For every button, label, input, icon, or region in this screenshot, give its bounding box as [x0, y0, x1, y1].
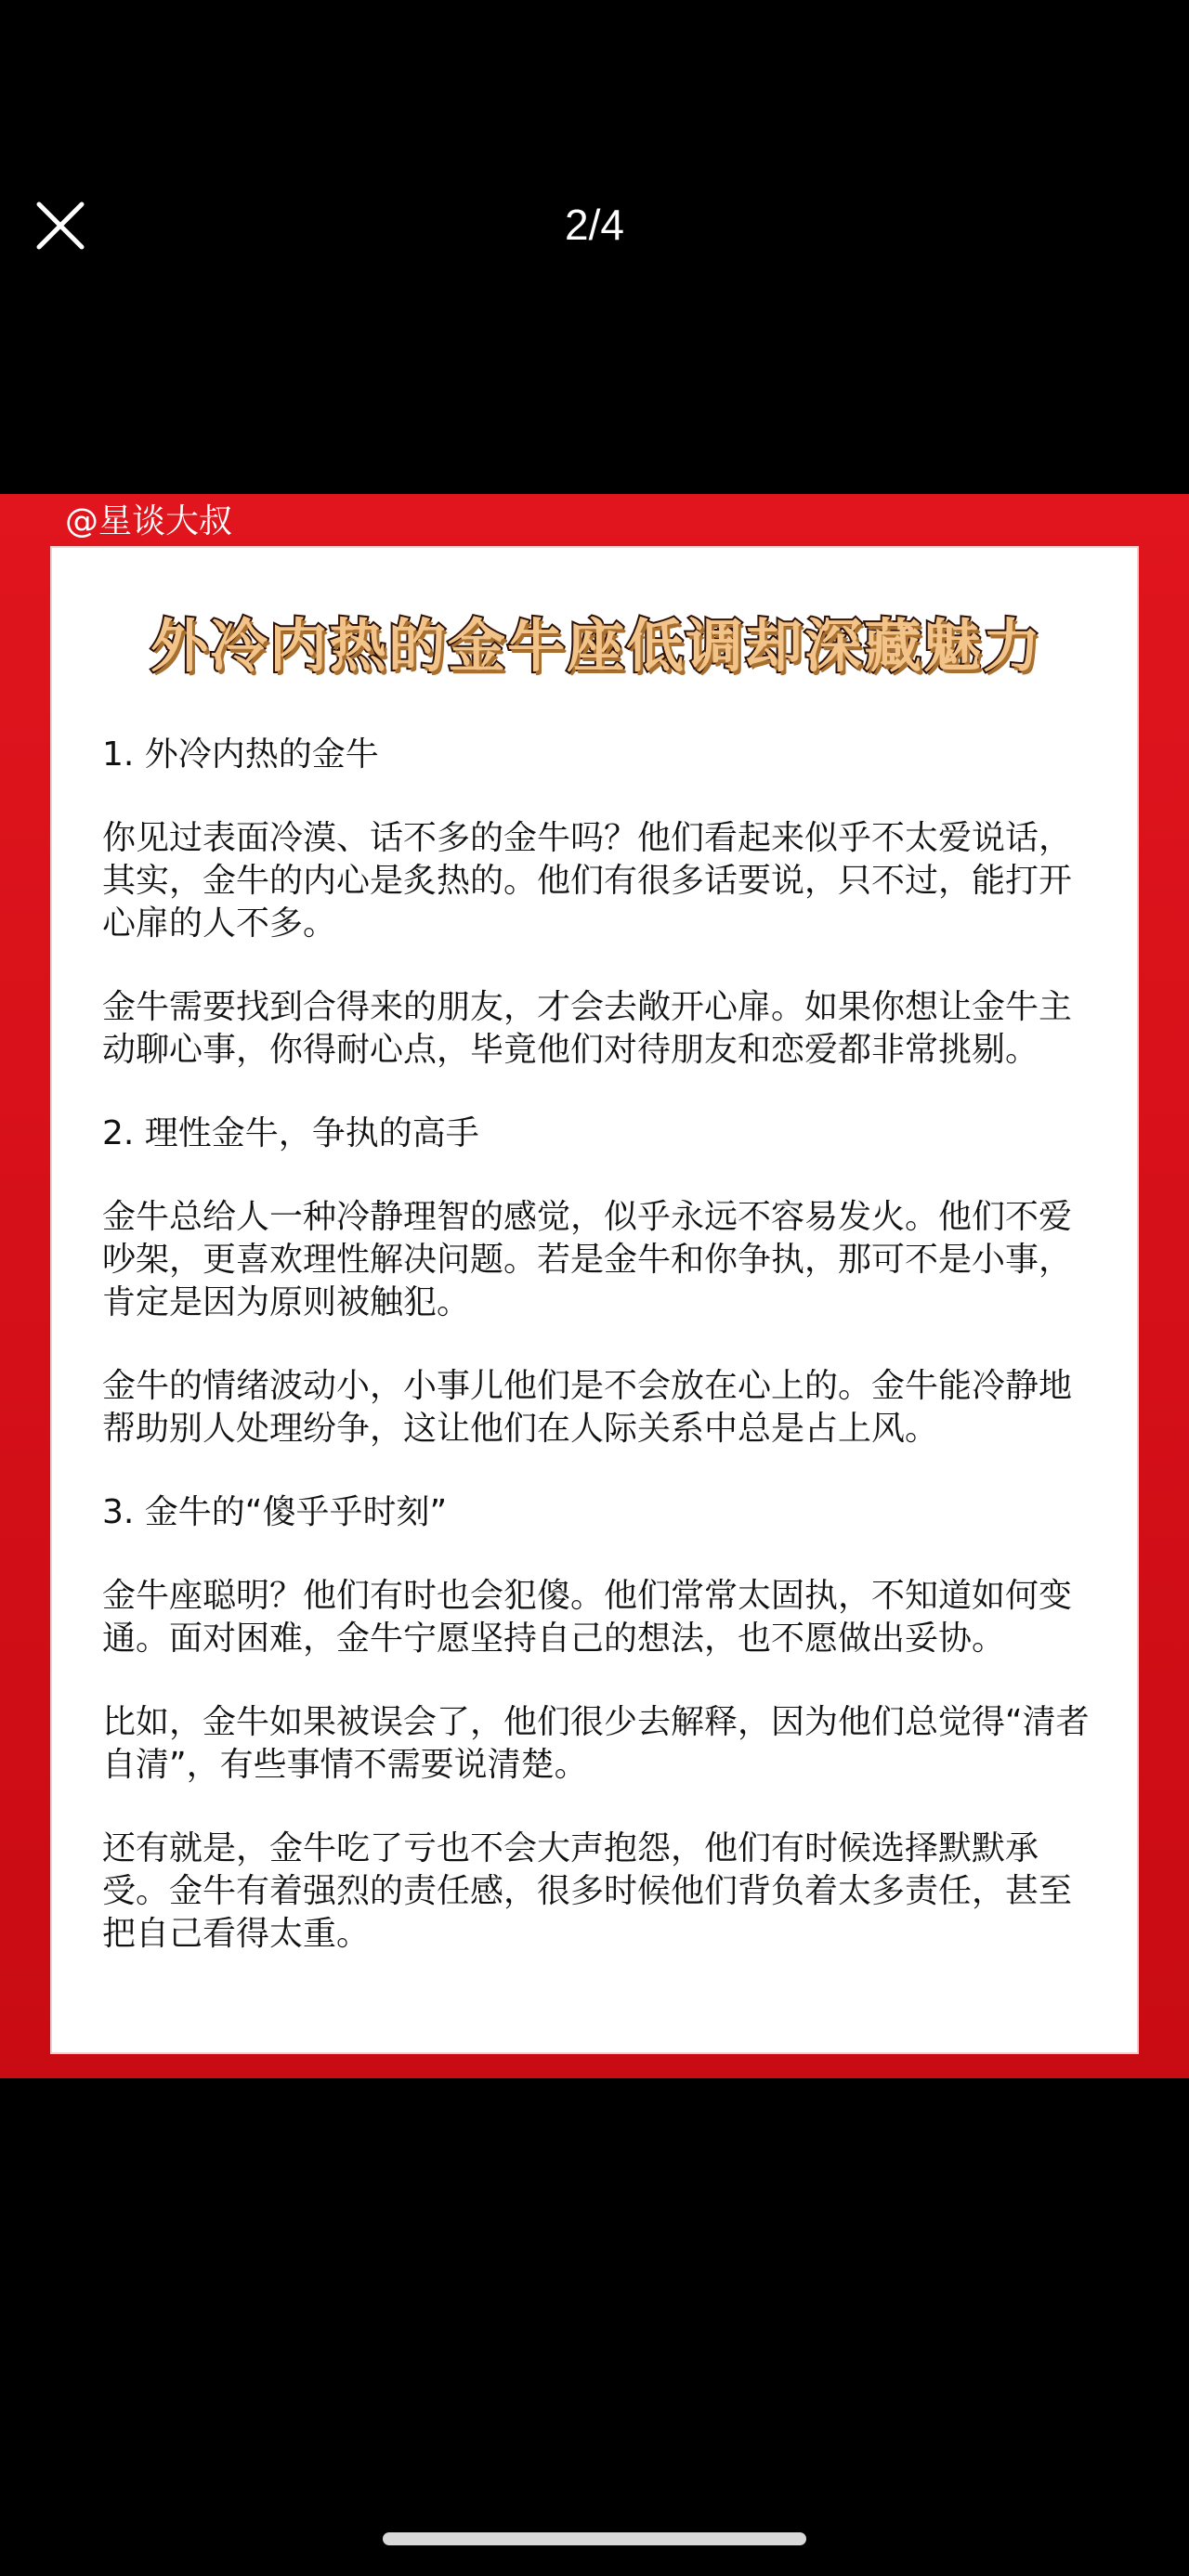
section-paragraph: 金牛的情绪波动小，小事儿他们是不会放在心上的。金牛能冷静地帮助别人处理纷争，这让他们在人际关系中总是占上风。	[102, 1367, 1073, 1448]
poster-title	[52, 609, 1141, 683]
section-paragraph: 你见过表面冷漠、话不多的金牛吗？他们看起来似乎不太爱说话，其实，金牛的内心是炙热的。他们有很多话要说，只不过，能打开心扉的人不多。	[102, 819, 1073, 943]
poster-image	[0, 494, 1189, 2078]
section-paragraph: 金牛总给人一种冷静理智的感觉，似乎永远不容易发火。他们不爱吵架，更喜欢理性解决问题。若是金牛和你争执，那可不是小事，肯定是因为原则被触犯。	[102, 1198, 1073, 1321]
section-paragraph: 比如，金牛如果被误会了，他们很少去解释，因为他们总觉得“清者自清”，有些事情不需要说清楚。	[102, 1703, 1090, 1784]
author-watermark: @星谈大叔	[65, 502, 233, 540]
section-paragraph: 金牛需要找到合得来的朋友，才会去敞开心扉。如果你想让金牛主动聊心事，你得耐心点，毕竟他们对待朋友和恋爱都非常挑剔。	[102, 988, 1073, 1069]
image-counter: 2/4	[565, 201, 624, 249]
article-body	[102, 734, 1091, 1956]
section-paragraph: 金牛座聪明？他们有时也会犯傻。他们常常太固执，不知道如何变通。面对困难，金牛宁愿坚持自己的想法，也不愿做出妥协。	[102, 1577, 1073, 1658]
section-heading: 1. 外冷内热的金牛	[102, 735, 379, 774]
section-heading: 3. 金牛的“傻乎乎时刻”	[102, 1493, 448, 1531]
poster-title-text: 外冷内热的金牛座低调却深藏魅力	[150, 612, 1042, 680]
section-heading: 2. 理性金牛，争执的高手	[102, 1114, 479, 1152]
section-paragraph: 还有就是，金牛吃了亏也不会大声抱怨，他们有时候选择默默承受。金牛有着强烈的责任感，很多时候他们背负着太多责任，甚至把自己看得太重。	[102, 1829, 1073, 1953]
content-card	[50, 546, 1139, 2054]
home-indicator[interactable]	[383, 2532, 806, 2545]
